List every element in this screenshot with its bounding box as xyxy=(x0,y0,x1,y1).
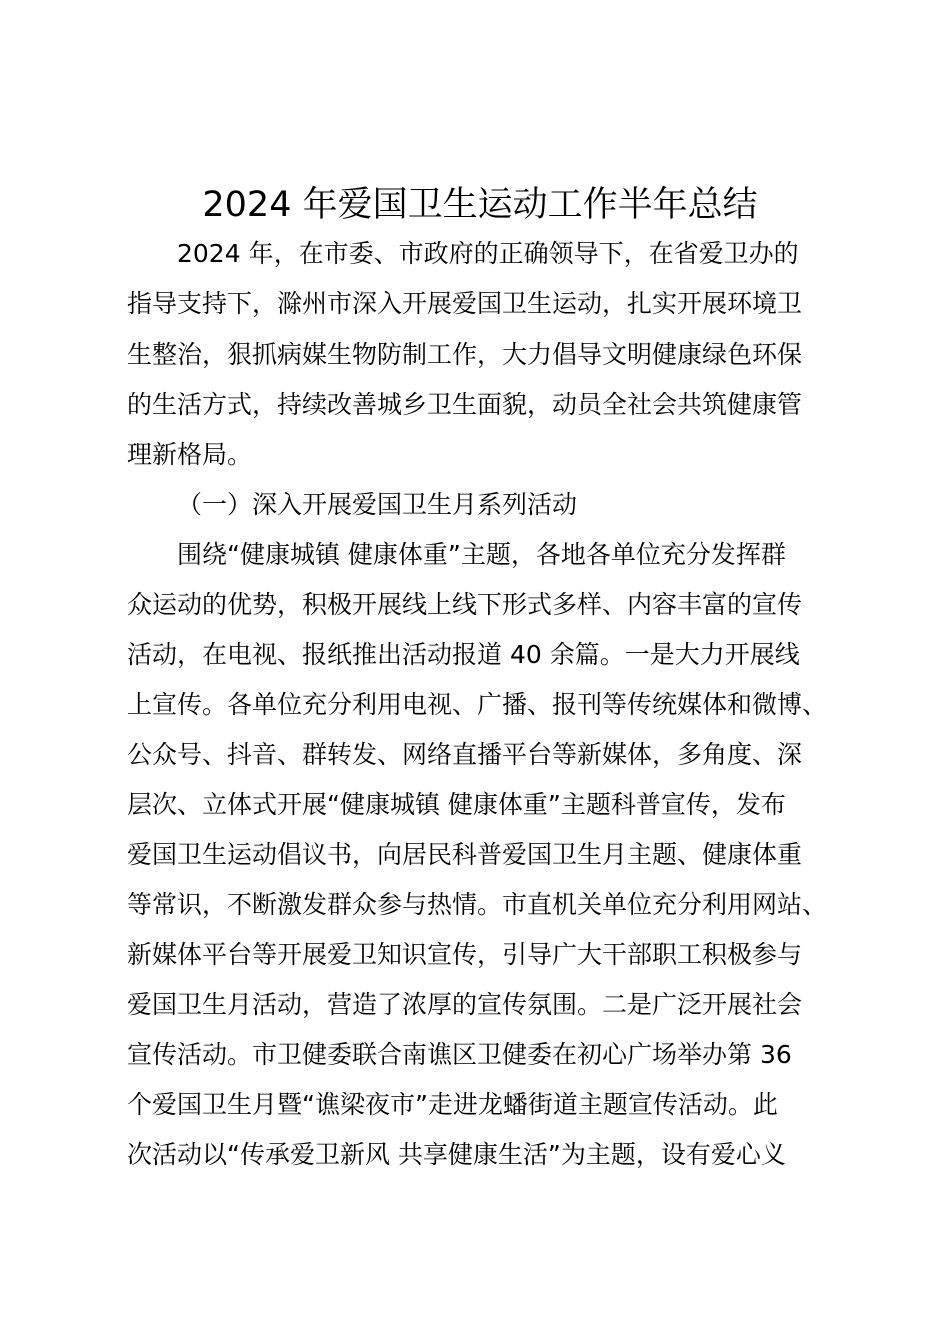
paragraph-line: 众运动的优势，积极开展线上线下形式多样、内容丰富的宣传 xyxy=(127,590,803,619)
paragraph-line: 生整治，狠抓病媒生物防制工作，大力倡导文明健康绿色环保 xyxy=(127,340,803,369)
paragraph-line: 爱国卫生月活动，营造了浓厚的宣传氛围。二是广泛开展社会 xyxy=(127,990,803,1019)
paragraph-line: 次活动以“传承爱卫新风 共享健康生活”为主题，设有爱心义 xyxy=(127,1140,786,1169)
paragraph-line: 活动，在电视、报纸推出活动报道 40 余篇。一是大力开展线 xyxy=(127,640,800,669)
paragraph-line: 理新格局。 xyxy=(127,440,253,469)
paragraph-line: 2024 年，在市委、市政府的正确领导下，在省爱卫办的 xyxy=(177,239,799,268)
paragraph-line: 新媒体平台等开展爱卫知识宣传，引导广大干部职工积极参与 xyxy=(127,940,803,969)
paragraph-line: 的生活方式，持续改善城乡卫生面貌，动员全社会共筑健康管 xyxy=(127,390,803,419)
paragraph-line: 个爱国卫生月暨“谯梁夜市”走进龙蟠街道主题宣传活动。此 xyxy=(127,1090,778,1119)
paragraph-line: 指导支持下，滁州市深入开展爱国卫生运动，扎实开展环境卫 xyxy=(127,289,803,318)
paragraph-line: 等常识，不断激发群众参与热情。市直机关单位充分利用网站、 xyxy=(127,890,828,919)
section-heading: （一）深入开展爱国卫生月系列活动 xyxy=(177,490,578,519)
paragraph-line: 层次、立体式开展“健康城镇 健康体重”主题科普宣传，发布 xyxy=(127,790,786,819)
paragraph-line: 公众号、抖音、群转发、网络直播平台等新媒体，多角度、深 xyxy=(127,740,803,769)
document-title: 2024 年爱国卫生运动工作半年总结 xyxy=(202,185,758,225)
paragraph-line: 上宣传。各单位充分利用电视、广播、报刊等传统媒体和微博、 xyxy=(127,690,828,719)
paragraph-line: 围绕“健康城镇 健康体重”主题，各地各单位充分发挥群 xyxy=(177,540,786,569)
paragraph-line: 宣传活动。市卫健委联合南谯区卫健委在初心广场举办第 36 xyxy=(127,1040,792,1069)
paragraph-line: 爱国卫生运动倡议书，向居民科普爱国卫生月主题、健康体重 xyxy=(127,840,803,869)
